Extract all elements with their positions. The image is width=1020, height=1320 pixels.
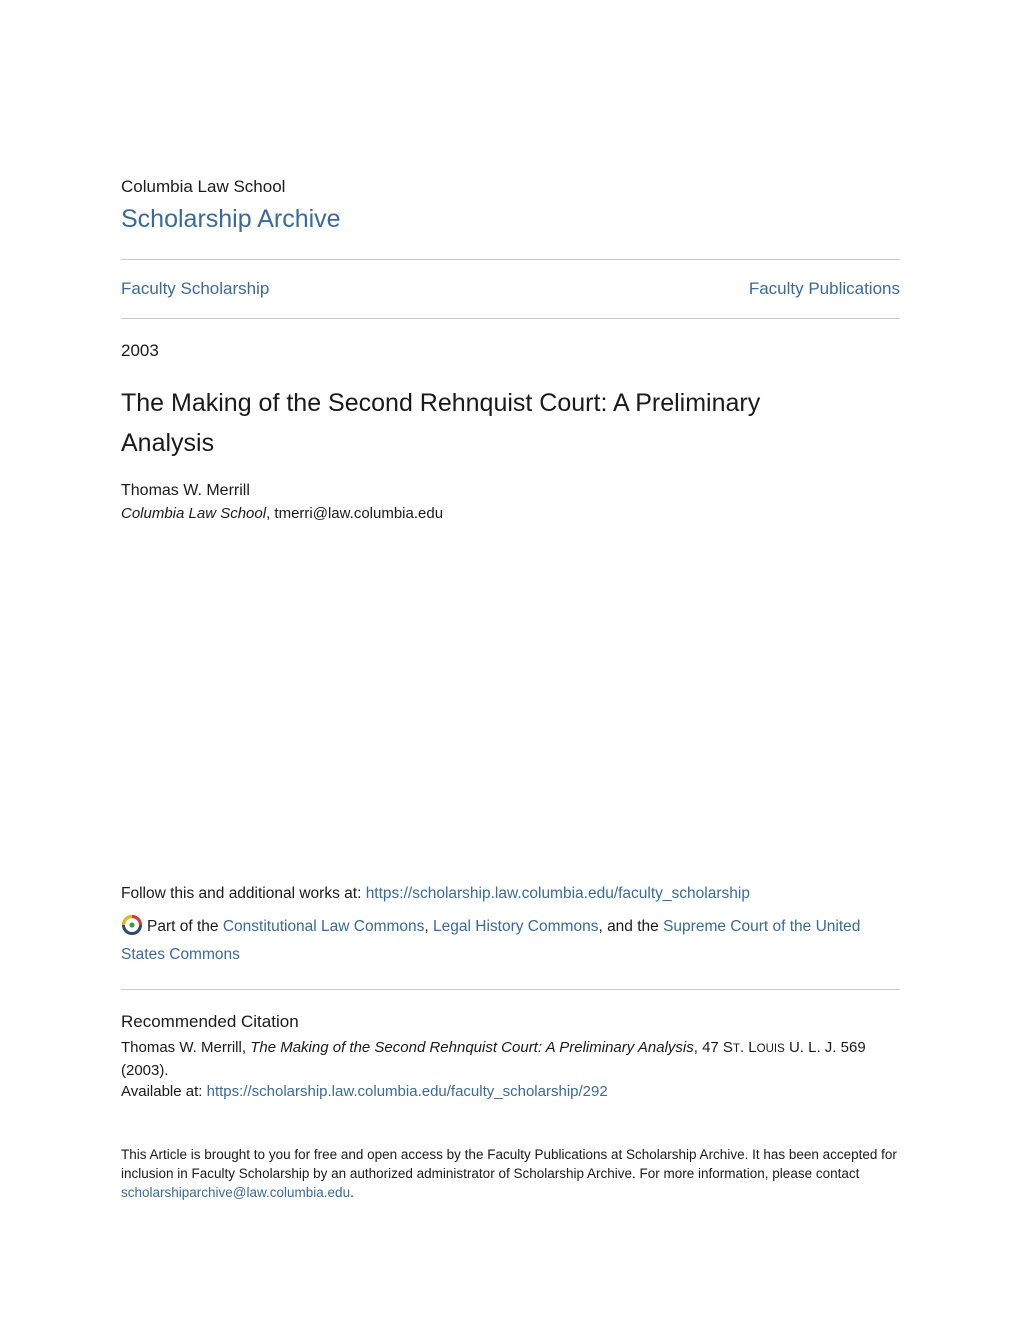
citation-heading: Recommended Citation: [121, 1012, 299, 1031]
separator: ,: [424, 918, 434, 935]
follow-line: [121, 885, 750, 903]
contact-email-link[interactable]: scholarshiparchive@law.columbia.edu: [121, 1185, 351, 1200]
part-of-line: [121, 913, 900, 969]
footer-note: [121, 1145, 901, 1202]
citation-smallcaps: T: [732, 1043, 740, 1055]
citation-volume: , 47 S: [693, 1039, 733, 1056]
publication-year: 2003: [121, 341, 159, 360]
author-name: Thomas W. Merrill: [121, 482, 250, 499]
bepress-network-icon: [121, 913, 143, 935]
follow-label: Follow this and additional works at:: [121, 885, 366, 902]
archive-home-link[interactable]: Scholarship Archive: [121, 205, 341, 233]
author-email: tmerri@law.columbia.edu: [274, 505, 444, 522]
supreme-court-commons-link[interactable]: Supreme Court of the United States Commons: [121, 918, 861, 963]
available-url-link[interactable]: https://scholarship.law.columbia.edu/faculty_scholarship/292: [206, 1083, 608, 1100]
footer-end: .: [350, 1185, 354, 1200]
affiliation-name: Columbia Law School: [121, 505, 267, 522]
article-title: The Making of the Second Rehnquist Court: A Preliminary Analysis: [121, 389, 761, 457]
follow-url-link[interactable]: https://scholarship.law.columbia.edu/faculty_scholarship: [365, 885, 750, 902]
citation-body: [121, 1037, 901, 1102]
available-label: Available at:: [121, 1083, 207, 1100]
constitutional-law-commons-link[interactable]: Constitutional Law Commons: [222, 918, 425, 935]
part-of-label: Part of the: [147, 918, 223, 935]
citation-smallcaps: OUIS: [756, 1043, 785, 1055]
footer-text: This Article is brought to you for free and open access by the Faculty Publications at Scholarship Archive. It has been accepted for inclusion in Faculty Scholarship by an authorized administrator of Scholarship Archive. For more information, please contact: [121, 1147, 897, 1181]
author-affiliation: Columbia Law School, tmerri@law.columbia.edu: [121, 505, 444, 522]
faculty-scholarship-link[interactable]: Faculty Scholarship: [121, 279, 270, 298]
divider-citation: [121, 989, 900, 990]
faculty-publications-link[interactable]: Faculty Publications: [748, 279, 900, 298]
divider-nav: [121, 318, 900, 319]
institution-name: Columbia Law School: [121, 177, 286, 196]
separator: , and the: [598, 918, 664, 935]
citation-rest: U. L. J. 569 (2003).: [121, 1039, 866, 1079]
legal-history-commons-link[interactable]: Legal History Commons: [433, 918, 599, 935]
divider-top: [121, 259, 900, 260]
citation-journal: . L: [739, 1039, 757, 1056]
citation-author: Thomas W. Merrill,: [121, 1039, 251, 1056]
citation-title: The Making of the Second Rehnquist Court: A Preliminary Analysis: [250, 1039, 694, 1056]
